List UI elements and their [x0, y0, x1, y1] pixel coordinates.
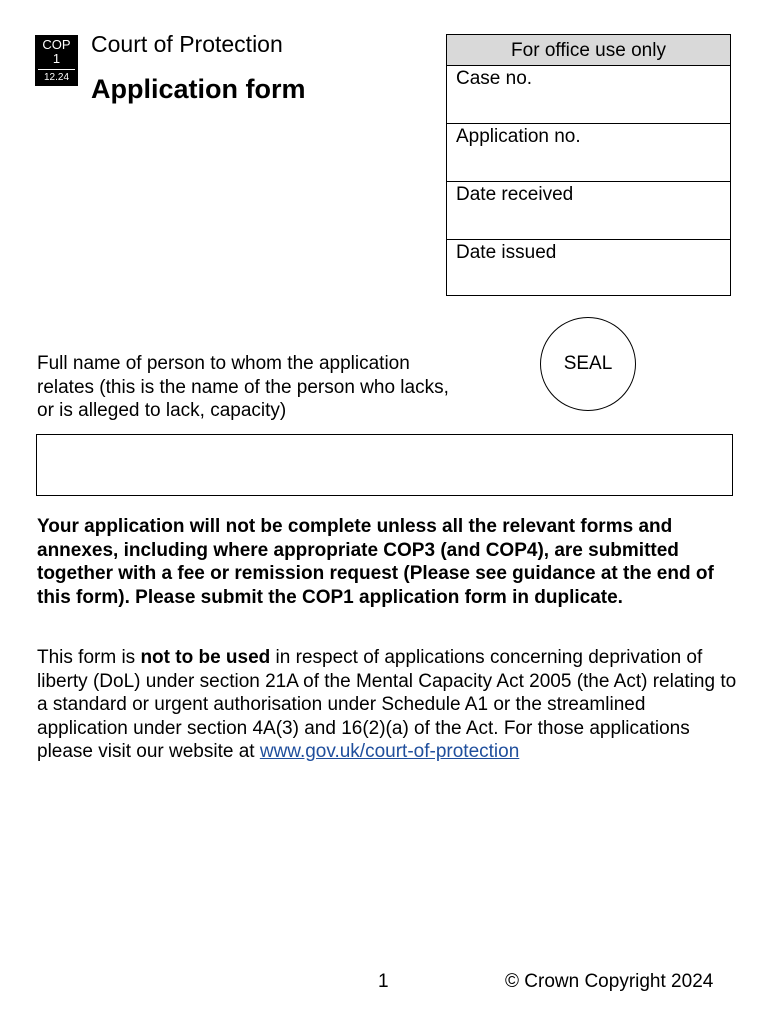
form-code-line1: COP	[42, 37, 71, 52]
badge-divider	[38, 69, 75, 70]
full-name-input[interactable]	[36, 434, 733, 496]
form-title: Application form	[91, 74, 306, 104]
court-name: Court of Protection	[91, 31, 283, 57]
office-use-heading: For office use only	[447, 35, 730, 66]
office-use-box	[446, 34, 731, 296]
seal-circle: SEAL	[540, 317, 636, 411]
form-version: 12.24	[43, 72, 70, 83]
copyright-notice: © Crown Copyright 2024	[505, 971, 714, 992]
court-of-protection-link[interactable]: www.gov.uk/court-of-protection	[259, 741, 520, 762]
dol-notice-emphasis: not to be used	[140, 647, 271, 668]
date-issued-field: Date issued	[456, 242, 557, 263]
full-name-label: Full name of person to whom the application relates (this is the name of the person who lacks, or is alleged to lack, capacity)	[37, 353, 449, 421]
dol-notice-prefix: This form is	[37, 647, 141, 668]
application-no-field: Application no.	[447, 124, 730, 182]
case-no-field: Case no.	[447, 66, 730, 124]
completion-warning: Your application will not be complete unless all the relevant forms and annexes, including where appropriate COP3 (and COP4), are submitted together with a fee or remission request (Please see guidance at the end of this form). Please submit the COP1 application form in duplicate.	[37, 516, 714, 608]
date-received-field: Date received	[447, 182, 730, 240]
form-code-badge	[35, 35, 78, 86]
dol-notice	[37, 646, 737, 764]
page-number: 1	[378, 971, 389, 992]
form-code-line2: 1	[52, 51, 61, 66]
dol-notice-suffix: in respect of applications concerning deprivation of liberty (DoL) under section 21A of the Mental Capacity Act 2005 (the Act) relating to a standard or urgent authorisation under Schedule A1 or the streamlined application under section 4A(3) and 16(2)(a) of the Act. For those applications please visit our website at	[37, 647, 737, 762]
